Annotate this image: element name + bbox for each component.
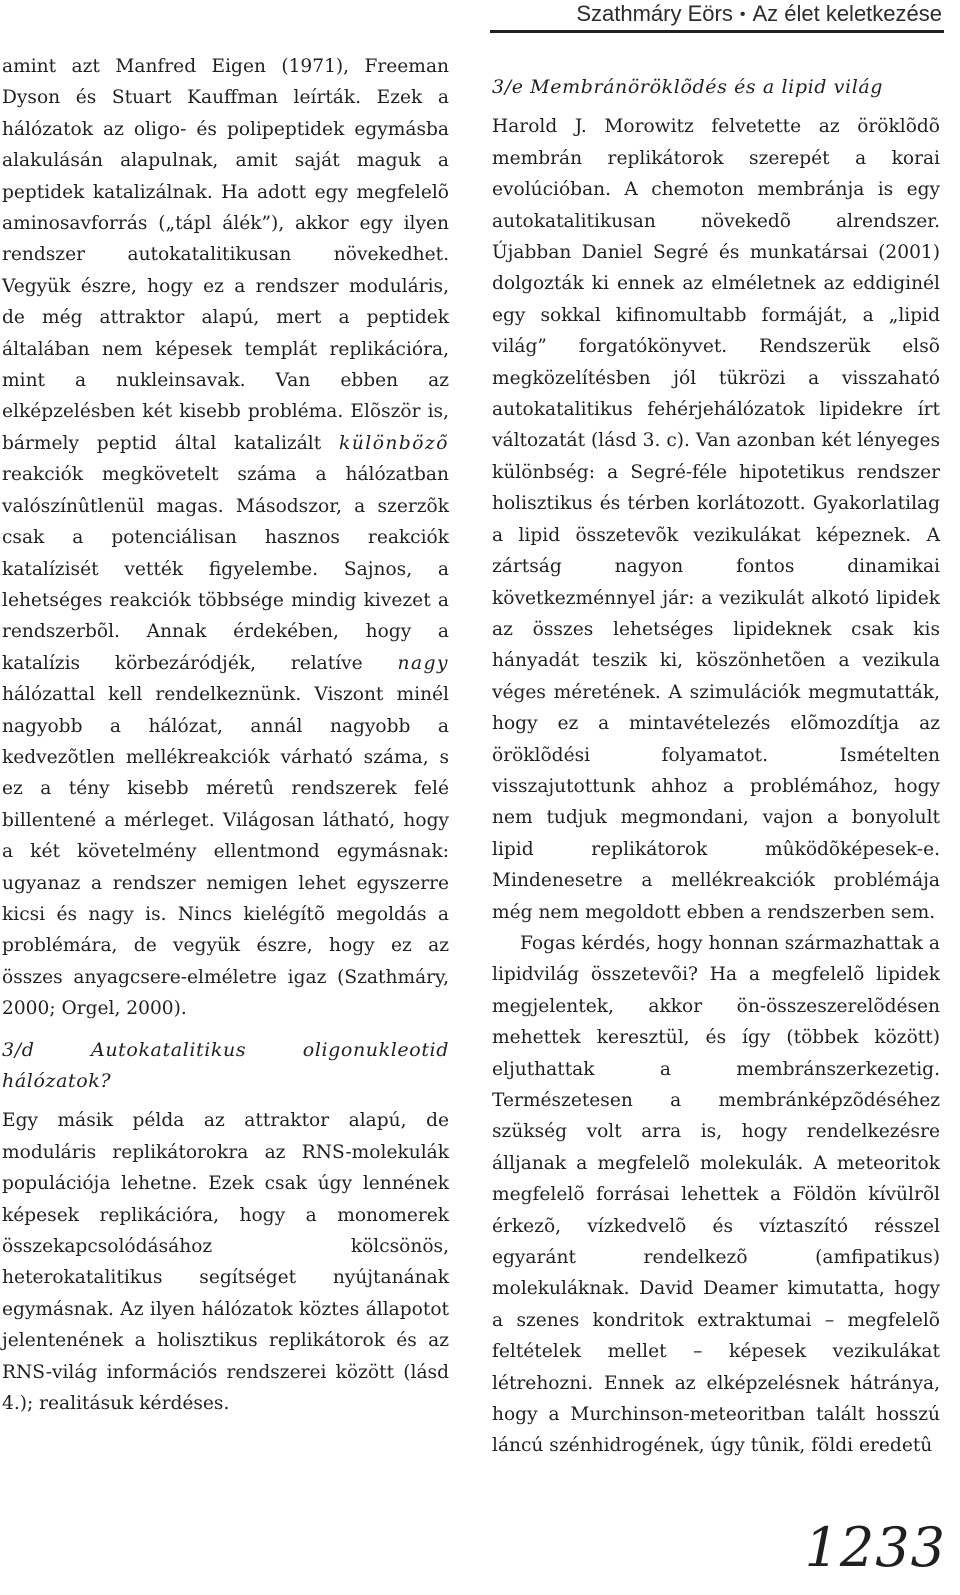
running-head-title: Az élet keletkezése xyxy=(752,1,942,26)
left-p1-text-a: amint azt Manfred Eigen (1971), Freeman Dyson és Stuart Kauffman leírták. Ezek a hálózatok az oligo- és polipeptidek egymásba alakulásán alapulnak, amit saját maguk a peptidek katalizálnak. Ha adott egy megfelelõ aminosavforrás („tápl álék”), akkor egy ilyen rendszer autokatalitikusan növekedhet. Vegyük észre, hogy ez a rendszer moduláris, de még attraktor alapú, mert a peptidek általában nem képesek templát replikációra, mint a nukleinsavak. Van ebben az elképzelésben két kisebb probléma. Elõször is, bármely peptid által katalizált xyxy=(2,56,449,454)
running-head-author: Szathmáry Eörs xyxy=(576,1,733,26)
running-head-separator: • xyxy=(739,6,746,23)
left-p1-text-c: hálózattal kell rendelkeznünk. Viszont minél nagyobb a hálózat, annál nagyobb a kedvezõtlen mellékreakciók várható száma, s ez a tény kisebb méretû rendszerek felé billentené a mérleget. Világosan látható, hogy a két követelmény ellentmond egymásnak: ugyanaz a rendszer nemigen lehet egyszerre kicsi és nagy is. Nincs kielégítõ megoldás a problémára, de vegyük észre, hogy ez az összes anyagcsere-elméletre igaz (Szathmáry, 2000; Orgel, 2000). xyxy=(2,684,449,1020)
left-paragraph-1 xyxy=(2,51,449,1025)
header-rule xyxy=(490,30,944,33)
right-paragraph-1: Harold J. Morowitz felvetette az öröklõdõ membrán replikátorok szerepét a korai evolúcióban. A chemoton membránja is egy autokatalitikusan növekedõ alrendszer. Újabban Daniel Segré és munkatársai (2001) dolgozták ki ennek az elméletnek az eddiginél egy sokkal kifinomultabb formáját, a „lipid világ” forgatókönyvet. Rendszerük elsõ megközelítésben jól tükrözi a visszaható autokatalitikus fehérjehálózatok lipidekre írt változatát (lásd 3. c). Van azonban két lényeges különbség: a Segré-féle hipotetikus rendszer holisztikus és térben korlátozott. Gyakorlatilag a lipid összetevõk vezikulákat képeznek. A zártság nagyon fontos dinamikai következménnyel jár: a vezikulát alkotó lipidek az összes lehetséges lipideknek csak kis hányadát teszik ki, köszönhetõen a vezikula véges méretének. A szimulációk megmutatták, hogy ez a mintavételezés elõmozdítja az öröklõdési folyamatot. Ismételten visszajutottunk ahhoz a problémához, hogy nem tudjuk megmondani, vajon a bonyolult lipid replikátorok mûködõképesek-e. Mindenesetre a mellékreakciók problémája még nem megoldott ebben a rendszerben sem. xyxy=(492,116,940,923)
left-p1-emphasis-nagy: nagy xyxy=(397,652,449,674)
right-column xyxy=(492,72,940,1462)
left-paragraph-2: Egy másik példa az attraktor alapú, de moduláris replikátorokra az RNS-molekulák populációja lehetne. Ezek csak úgy lennének képesek replikációra, hogy a monomerek összekapcsolódásához kölcsönös, heterokatalitikus segítséget nyújtanának egymásnak. Az ilyen hálózatok köztes állapotot jelentenének a holisztikus replikátorok és az RNS-világ információs rendszerei között (lásd 4.); realitásuk kérdéses. xyxy=(2,1110,449,1415)
section-heading-3e: 3/e Membránöröklõdés és a lipid világ xyxy=(492,76,884,98)
section-heading-3d: 3/d Autokatalitikus oligonukleotid hálózatok? xyxy=(2,1038,449,1092)
page-number: 1233 xyxy=(804,1516,946,1579)
right-paragraph-2: Fogas kérdés, hogy honnan származhattak a lipidvilág összetevõi? Ha a megfelelõ lipidek megjelentek, akkor ön-összeszerelõdésen mehettek keresztül, és így (többek között) eljuthattak a membránszerkezetig. Természetesen a membránképzõdéséhez szükség volt arra is, hogy rendelkezésre álljanak a megfelelõ molekulák. A meteoritok megfelelõ forrásai lehettek a Földön kívülrõl érkezõ, vízkedvelõ és víztaszító résszel egyaránt rendelkezõ (amfipatikus) molekuláknak. David Deamer kimutatta, hogy a szenes kondritok extraktumai – megfelelõ feltételek mellet – képesek vezikulákat létrehozni. Ennek az elképzelésnek hátránya, hogy a Murchinson-meteoritban talált hosszú láncú szénhidrogének, úgy tûnik, földi eredetû xyxy=(492,932,940,1457)
left-p1-text-b: reakciók megkövetelt száma a hálózatban valószínûtlenül magas. Másodszor, a szerzõk csak a potenciálisan hasznos reakciók katalízisét vették figyelembe. Sajnos, a lehetséges reakciók többsége mindig kivezet a rendszerbõl. Annak érdekében, hogy a katalízis körbezáródjék, relatíve xyxy=(2,464,449,674)
left-p1-emphasis-kulonbozo: különbözõ xyxy=(339,432,449,454)
running-head xyxy=(576,0,942,30)
left-column xyxy=(2,51,449,1419)
